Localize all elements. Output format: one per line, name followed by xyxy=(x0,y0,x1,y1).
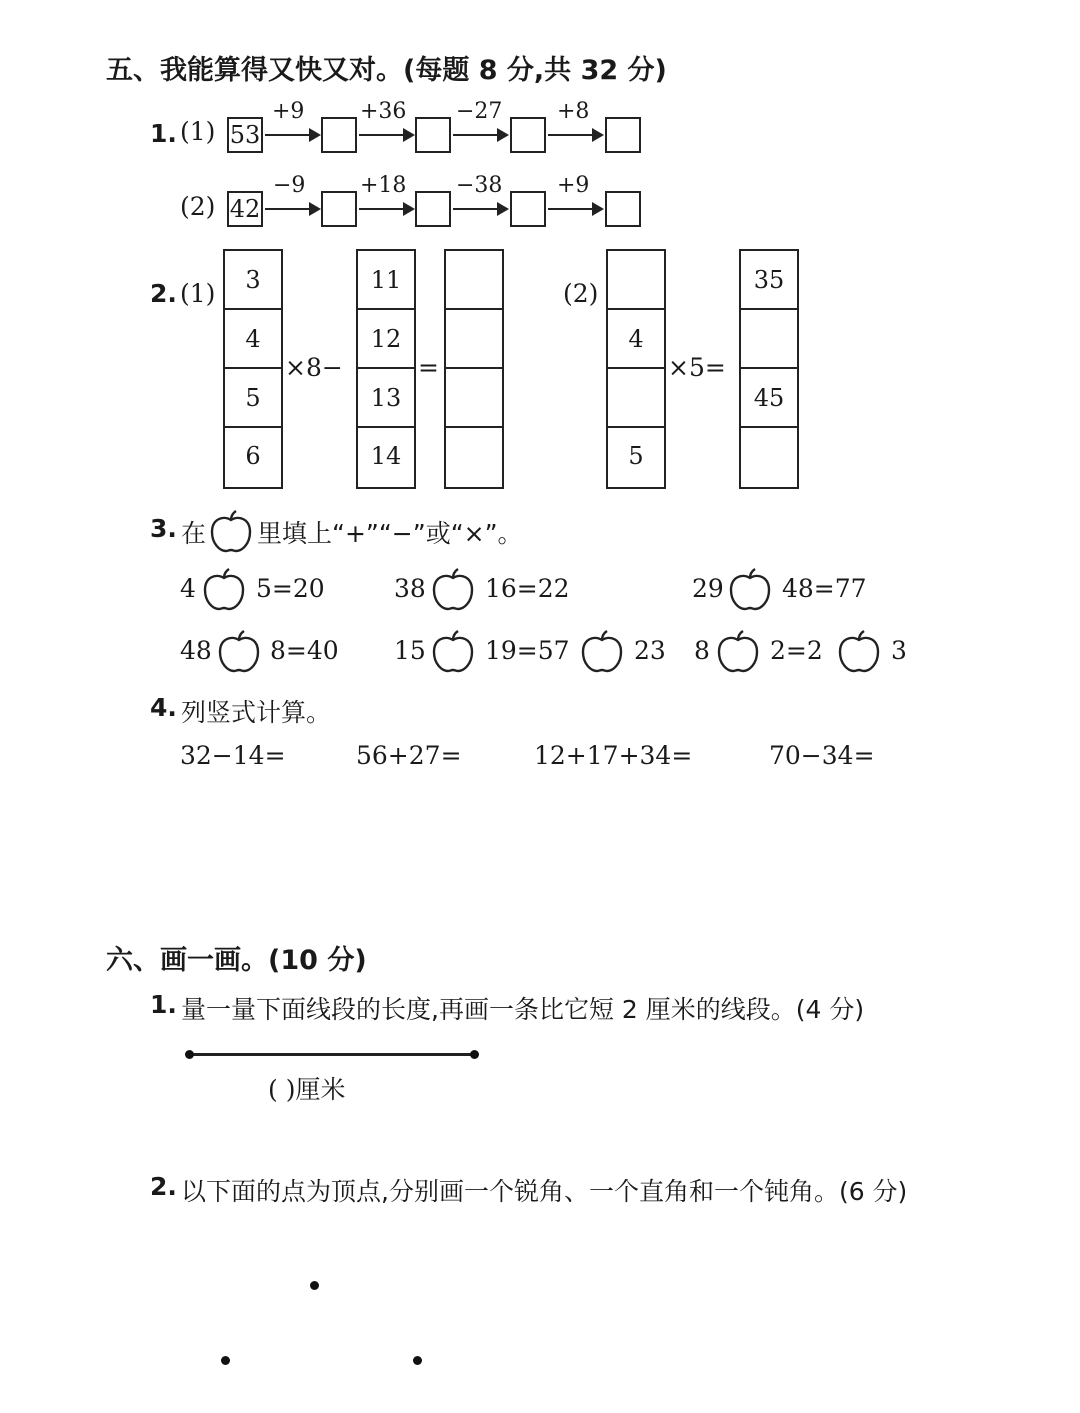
q2-part2-column-1[interactable] xyxy=(606,249,666,489)
q3-r2c2-left: 15 xyxy=(394,636,426,665)
q3-r1c1-left: 4 xyxy=(180,574,196,603)
s6-q2-number: 2. xyxy=(150,1172,177,1201)
q2-part1-col2-cell: 11 xyxy=(358,251,414,310)
q2-part2-label: (2) xyxy=(563,279,599,308)
arrow-1 xyxy=(265,134,319,136)
apple-answer-icon[interactable] xyxy=(716,630,760,674)
q2-part2-column-2[interactable] xyxy=(739,249,799,489)
q1-row2-answer-box-2[interactable] xyxy=(415,191,451,227)
q1-row2-op4: +9 xyxy=(557,173,590,198)
q1-row1-start-box: 53 xyxy=(227,117,263,153)
s6-q1-number: 1. xyxy=(150,990,177,1019)
q1-part1-label: (1) xyxy=(180,117,216,146)
q3-instruction-end: 里填上“+”“−”或“×”。 xyxy=(257,519,523,548)
q1-row2-op1: −9 xyxy=(273,173,306,198)
q2-part1-operator: ×8− xyxy=(285,353,343,382)
q2-part1-col1-cell: 5 xyxy=(225,369,281,428)
q1-part2-label: (2) xyxy=(180,192,216,221)
arrow-2 xyxy=(359,134,413,136)
q1-row2-answer-box-4[interactable] xyxy=(605,191,641,227)
q3-number: 3. xyxy=(150,514,177,543)
vertex-point-top[interactable] xyxy=(310,1281,319,1290)
q2-part2-col1-cell[interactable] xyxy=(608,251,664,310)
q2-part1-answer-cell[interactable] xyxy=(446,251,502,310)
q1-row2-op2: +18 xyxy=(360,173,407,198)
q1-row2-answer-box-3[interactable] xyxy=(510,191,546,227)
q2-part2-col2-cell: 35 xyxy=(741,251,797,310)
arrow-3 xyxy=(453,134,507,136)
q1-row1-answer-box-1[interactable] xyxy=(321,117,357,153)
q2-part1-answer-cell[interactable] xyxy=(446,369,502,428)
q1-row1-op3: −27 xyxy=(456,99,503,124)
q3-r2c1-right: 8=40 xyxy=(270,636,339,665)
q2-number: 2. xyxy=(150,279,177,308)
q2-part1-col2-cell: 14 xyxy=(370,442,402,470)
q3-r1c3-right: 48=77 xyxy=(782,574,867,603)
q2-part1-col2-cell: 13 xyxy=(358,369,414,428)
line-segment xyxy=(189,1053,475,1056)
q3-r2c3-left: 8 xyxy=(694,636,710,665)
q3-instruction-start: 在 xyxy=(181,519,207,548)
q3-r1c2-left: 38 xyxy=(394,574,426,603)
arrow-6 xyxy=(359,208,413,210)
q2-part1-answer-column[interactable] xyxy=(444,249,504,489)
apple-answer-icon[interactable] xyxy=(202,568,246,612)
apple-answer-icon[interactable] xyxy=(580,630,624,674)
q3-r2c3-mid: 2=2 xyxy=(770,636,823,665)
apple-answer-icon[interactable] xyxy=(431,630,475,674)
q2-part1-col1-cell: 3 xyxy=(225,251,281,310)
q4-problem-3: 12+17+34= xyxy=(534,741,693,770)
q2-part1-equals: = xyxy=(418,353,439,382)
q2-part2-col2-cell[interactable] xyxy=(741,310,797,369)
q3-r2c2-mid: 19=57 xyxy=(485,636,570,665)
q4-number: 4. xyxy=(150,693,177,722)
q3-r2c3-right: 3 xyxy=(891,636,907,665)
q4-instruction: 列竖式计算。 xyxy=(181,698,332,727)
arrow-8 xyxy=(548,208,602,210)
q2-part1-col1-cell: 4 xyxy=(225,310,281,369)
q1-row1-answer-box-2[interactable] xyxy=(415,117,451,153)
apple-answer-icon[interactable] xyxy=(217,630,261,674)
q1-row1-op2: +36 xyxy=(360,99,407,124)
s6-q1-text: 量一量下面线段的长度,再画一条比它短 2 厘米的线段。(4 分) xyxy=(181,995,865,1024)
q2-part1-answer-cell[interactable] xyxy=(446,310,502,369)
arrow-7 xyxy=(453,208,507,210)
s6-q1-answer[interactable]: ( )厘米 xyxy=(268,1075,346,1104)
segment-endpoint-right xyxy=(470,1050,479,1059)
arrow-5 xyxy=(265,208,319,210)
q1-row1-op4: +8 xyxy=(557,99,590,124)
q2-part1-column-2 xyxy=(356,249,416,489)
q3-r2c1-left: 48 xyxy=(180,636,212,665)
q2-part2-col2-cell[interactable] xyxy=(741,428,797,484)
q3-r1c1-right: 5=20 xyxy=(256,574,325,603)
vertex-point-right[interactable] xyxy=(413,1356,422,1365)
q2-part2-col2-cell: 45 xyxy=(741,369,797,428)
apple-icon xyxy=(209,510,253,554)
q1-row2-answer-box-1[interactable] xyxy=(321,191,357,227)
q3-r2c2-right: 23 xyxy=(634,636,666,665)
apple-answer-icon[interactable] xyxy=(728,568,772,612)
q2-part2-col1-cell[interactable] xyxy=(608,369,664,428)
arrow-4 xyxy=(548,134,602,136)
q2-part2-operator: ×5= xyxy=(668,353,726,382)
q2-part1-column-1 xyxy=(223,249,283,489)
q4-problem-1: 32−14= xyxy=(180,741,286,770)
q2-part1-label: (1) xyxy=(180,279,216,308)
apple-answer-icon[interactable] xyxy=(837,630,881,674)
q1-row2-op3: −38 xyxy=(456,173,503,198)
q2-part1-col2-cell: 12 xyxy=(358,310,414,369)
q3-r1c3-left: 29 xyxy=(692,574,724,603)
q2-part1-answer-cell[interactable] xyxy=(446,428,502,484)
q2-part1-col1-cell: 6 xyxy=(245,442,261,470)
q1-number: 1. xyxy=(150,119,177,148)
section-6-heading: 六、画一画。(10 分) xyxy=(106,945,367,976)
q1-row2-start-box: 42 xyxy=(227,191,263,227)
section-5-heading: 五、我能算得又快又对。(每题 8 分,共 32 分) xyxy=(106,55,667,86)
q1-row1-answer-box-4[interactable] xyxy=(605,117,641,153)
vertex-point-left[interactable] xyxy=(221,1356,230,1365)
q4-problem-2: 56+27= xyxy=(356,741,462,770)
q1-row1-answer-box-3[interactable] xyxy=(510,117,546,153)
q4-problem-4: 70−34= xyxy=(769,741,875,770)
segment-endpoint-left xyxy=(185,1050,194,1059)
q3-r1c2-right: 16=22 xyxy=(485,574,570,603)
q2-part2-col1-cell: 4 xyxy=(608,310,664,369)
s6-q2-text: 以下面的点为顶点,分别画一个锐角、一个直角和一个钝角。(6 分) xyxy=(181,1177,908,1206)
q1-row1-op1: +9 xyxy=(272,99,305,124)
q2-part2-col1-cell: 5 xyxy=(628,442,644,470)
apple-answer-icon[interactable] xyxy=(431,568,475,612)
